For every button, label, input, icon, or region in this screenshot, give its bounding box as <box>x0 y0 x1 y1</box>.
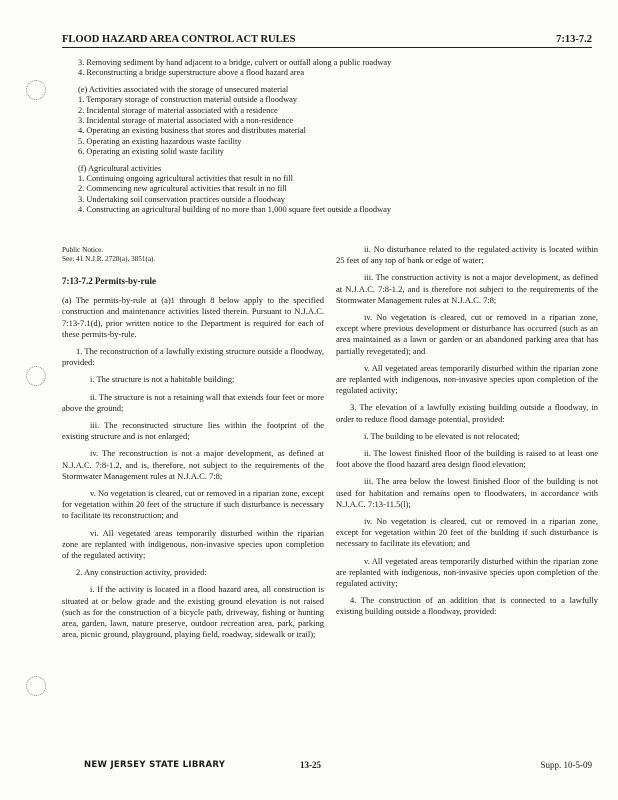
rule-paragraph: iv. No vegetation is cleared, cut or removed in a riparian zone, except where previous development or disturbance has occurred (such as an area maintained as a lawn or garden or an abandoned parking area that has partially revegetated); and <box>336 312 598 356</box>
right-column <box>336 244 598 624</box>
left-column <box>62 276 324 646</box>
activity-line: (f) Agricultural activities <box>78 163 162 173</box>
activity-line: 4. Reconstructing a bridge superstructure above a flood hazard area <box>78 68 305 78</box>
rule-paragraph: i. If the activity is located in a flood hazard area, all construction is situated at or below grade and the existing ground elevation is not raised (such as for the construction of a bicycle path, driveway, fishing or hunting area, garden, lawn, nature preserve, outdoor recreation area, park, parking area, picnic ground, playground, playing field, roadway, sidewalk or trail); <box>62 584 324 640</box>
activity-line: 1. Continuing ongoing agricultural activities that result in no fill <box>78 174 293 184</box>
library-stamp: NEW JERSEY STATE LIBRARY <box>84 760 226 770</box>
activity-line: 3. Undertaking soil conservation practices outside a floodway <box>78 194 285 204</box>
rule-paragraph: i. The structure is not a habitable building; <box>90 374 235 385</box>
rule-paragraph: v. No vegetation is cleared, cut or removed in a riparian zone, except for vegetation within 20 feet of the structure if such disturbance is necessary to facilitate its reconstruction; and <box>62 488 324 521</box>
header-title: FLOOD HAZARD AREA CONTROL ACT RULES <box>62 34 296 45</box>
punch-hole-mark <box>26 676 46 696</box>
supplement-date: Supp. 10-5-09 <box>540 760 592 770</box>
page-number: 13-25 <box>300 760 321 770</box>
header-section-number: 7:13-7.2 <box>556 34 592 45</box>
punch-hole-mark <box>26 366 46 386</box>
rule-paragraph: 3. The elevation of a lawfully existing building outside a floodway, in order to reduce flood damage potential, provided: <box>336 402 598 424</box>
public-notice <box>62 246 322 264</box>
notice-title: Public Notice. <box>62 246 104 254</box>
rule-paragraph: 2. Any construction activity, provided: <box>76 567 207 578</box>
rule-paragraph: iii. The reconstructed structure lies within the footprint of the existing structure and is not enlarged; <box>62 420 324 442</box>
rule-paragraph: iii. The area below the lowest finished floor of the building is not used for habitation and remains open to floodwaters, in accordance with N.J.A.C. 7:13-11.5(l); <box>336 476 598 509</box>
rule-paragraph: v. All vegetated areas temporarily disturbed within the riparian zone are replanted with indigenous, non-invasive species upon completion of the regulated activity; <box>336 555 598 589</box>
activity-line: 5. Operating an existing hazardous waste facility <box>78 136 242 146</box>
notice-see: See: 41 N.J.R. 2728(a), 3851(a). <box>62 255 156 263</box>
rule-paragraph: ii. The lowest finished floor of the building is raised to at least one foot above the flood hazard area design flood elevation; <box>336 448 598 470</box>
section-title: 7:13-7.2 Permits-by-rule <box>62 276 156 286</box>
activity-line: (e) Activities associated with the storage of unsecured material <box>78 84 289 94</box>
rule-paragraph: i. The building to be elevated is not relocated; <box>364 430 520 441</box>
rule-paragraph: ii. No disturbance related to the regulated activity is located within 25 feet of any top of bank or edge of water; <box>336 244 598 266</box>
rule-paragraph: iii. The construction activity is not a major development, as defined at N.J.A.C. 7:8-1.2, and is therefore not subject to the requirements of the Stormwater Management rules at N.J.A.C. 7:8; <box>336 272 598 305</box>
rule-paragraph: (a) The permits-by-rule at (a)1 through 8 below apply to the specified construction and maintenance activities listed therein. Pursuant to N.J.A.C. 7:13-7.1(d), prior written notice to the Department is required for each of these permits-by-rule. <box>62 295 324 339</box>
rule-paragraph: v. All vegetated areas temporarily disturbed within the riparian zone are replanted with indigenous, non-invasive species upon completion of the regulated activity; <box>336 362 598 396</box>
activity-line: 4. Operating an existing business that stores and distributes material <box>78 126 306 136</box>
rule-paragraph: vi. All vegetated areas temporarily disturbed within the riparian zone are replanted with indigenous, non-invasive species upon completion of the regulated activity; <box>62 527 324 561</box>
activity-line: 1. Temporary storage of construction material outside a floodway <box>78 95 298 105</box>
rule-paragraph: iv. The reconstruction is not a major development, as defined at N.J.A.C. 7:8-1.2, and is, therefore, not subject to the requirements of the Stormwater Management rules at N.J.A.C. 7:8; <box>62 448 324 481</box>
rule-paragraph: iv. No vegetation is cleared, cut or removed in a riparian zone, except for vegetation within 20 feet of the building if such disturbance is necessary to facilitate its elevation; and <box>336 516 598 549</box>
activity-list <box>78 58 598 216</box>
rule-paragraph: ii. The structure is not a retaining wall that extends four feet or more above the ground; <box>62 391 324 413</box>
punch-hole-mark <box>26 80 46 100</box>
running-header <box>62 34 592 48</box>
activity-line: 3. Incidental storage of material associated with a non-residence <box>78 116 294 126</box>
activity-line: 2. Commencing new agricultural activities that result in no fill <box>78 184 287 194</box>
activity-line: 6. Operating an existing solid waste facility <box>78 147 224 157</box>
activity-line: 2. Incidental storage of material associated with a residence <box>78 105 278 115</box>
activity-line: 3. Removing sediment by hand adjacent to a bridge, culvert or outfall along a public roadway <box>78 58 392 67</box>
activity-line: 4. Constructing an agricultural building of no more than 1,000 square feet outside a floodway <box>78 205 392 215</box>
rule-paragraph: 1. The reconstruction of a lawfully existing structure outside a floodway, provided: <box>62 346 324 368</box>
rule-paragraph: 4. The construction of an addition that is connected to a lawfully existing building outside a floodway, provided: <box>336 595 598 617</box>
